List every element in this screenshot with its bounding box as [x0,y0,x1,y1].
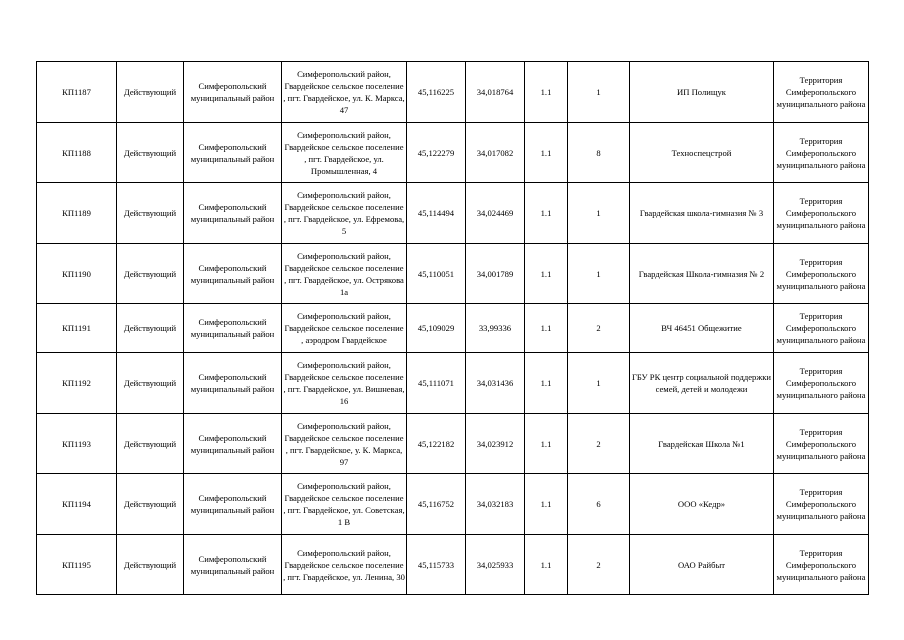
municipality-cell: Симферопольский муниципальный район [184,62,282,123]
table-row [37,353,869,414]
volume-cell: 1.1 [525,414,568,474]
count-cell: 2 [568,414,630,474]
status-cell: Действующий [117,244,184,304]
longitude-cell: 34,018764 [466,62,525,123]
address-cell: Симферопольский район, Гвардейское сельское поселение , пгт. Гвардейское, ул. Промышленная, 4 [282,123,407,183]
longitude-cell: 34,024469 [466,183,525,244]
address-cell: Симферопольский район, Гвардейское сельское поселение , аэродром Гвардейское [282,304,407,353]
count-cell: 1 [568,353,630,414]
table-row [37,183,869,244]
municipality-cell: Симферопольский муниципальный район [184,414,282,474]
address-cell: Симферопольский район, Гвардейское сельское поселение , пгт. Гвардейское, ул. Вишневая, 16 [282,353,407,414]
owner-cell: Техноспецстрой [630,123,774,183]
latitude-cell: 45,122182 [407,414,466,474]
table-row [37,123,869,183]
count-cell: 1 [568,183,630,244]
longitude-cell: 34,023912 [466,414,525,474]
table-row [37,62,869,123]
count-cell: 6 [568,474,630,535]
count-cell: 1 [568,244,630,304]
territory-cell: Территория Симферопольского муниципального района [774,304,869,353]
status-cell: Действующий [117,304,184,353]
count-cell: 1 [568,62,630,123]
owner-cell: ОАО Райбыт [630,535,774,595]
volume-cell: 1.1 [525,304,568,353]
status-cell: Действующий [117,474,184,535]
latitude-cell: 45,115733 [407,535,466,595]
table-row [37,474,869,535]
volume-cell: 1.1 [525,353,568,414]
municipality-cell: Симферопольский муниципальный район [184,244,282,304]
point-id-cell: КП1191 [37,304,117,353]
count-cell: 8 [568,123,630,183]
owner-cell: ООО «Кедр» [630,474,774,535]
point-id-cell: КП1193 [37,414,117,474]
owner-cell: ГБУ РК центр социальной поддержки семей, детей и молодежи [630,353,774,414]
point-id-cell: КП1190 [37,244,117,304]
municipality-cell: Симферопольский муниципальный район [184,474,282,535]
territory-cell: Территория Симферопольского муниципального района [774,62,869,123]
volume-cell: 1.1 [525,244,568,304]
latitude-cell: 45,122279 [407,123,466,183]
longitude-cell: 33,99336 [466,304,525,353]
point-id-cell: КП1187 [37,62,117,123]
address-cell: Симферопольский район, Гвардейское сельское поселение , пгт. Гвардейское, ул. Ефремова, 5 [282,183,407,244]
longitude-cell: 34,031436 [466,353,525,414]
status-cell: Действующий [117,183,184,244]
volume-cell: 1.1 [525,535,568,595]
point-id-cell: КП1189 [37,183,117,244]
volume-cell: 1.1 [525,183,568,244]
point-id-cell: КП1194 [37,474,117,535]
municipality-cell: Симферопольский муниципальный район [184,535,282,595]
owner-cell: Гвардейская школа-гимназия № 3 [630,183,774,244]
table-row [37,244,869,304]
address-cell: Симферопольский район, Гвардейское сельское поселение , пгт. Гвардейское, ул. К. Маркса, 47 [282,62,407,123]
latitude-cell: 45,114494 [407,183,466,244]
status-cell: Действующий [117,62,184,123]
owner-cell: Гвардейская Школа №1 [630,414,774,474]
territory-cell: Территория Симферопольского муниципального района [774,353,869,414]
registry-table [36,61,869,595]
table-row [37,414,869,474]
volume-cell: 1.1 [525,474,568,535]
latitude-cell: 45,116225 [407,62,466,123]
municipality-cell: Симферопольский муниципальный район [184,123,282,183]
territory-cell: Территория Симферопольского муниципального района [774,535,869,595]
address-cell: Симферопольский район, Гвардейское сельское поселение , пгт. Гвардейское, ул. Ленина, 30 [282,535,407,595]
address-cell: Симферопольский район, Гвардейское сельское поселение , пгт. Гвардейское, ул. Острякова 1а [282,244,407,304]
address-cell: Симферопольский район, Гвардейское сельское поселение , пгт. Гвардейское, у. К. Маркса, 97 [282,414,407,474]
territory-cell: Территория Симферопольского муниципального района [774,183,869,244]
latitude-cell: 45,116752 [407,474,466,535]
owner-cell: ВЧ 46451 Общежитие [630,304,774,353]
territory-cell: Территория Симферопольского муниципального района [774,474,869,535]
longitude-cell: 34,017082 [466,123,525,183]
volume-cell: 1.1 [525,123,568,183]
point-id-cell: КП1188 [37,123,117,183]
status-cell: Действующий [117,535,184,595]
territory-cell: Территория Симферопольского муниципального района [774,414,869,474]
status-cell: Действующий [117,414,184,474]
point-id-cell: КП1195 [37,535,117,595]
latitude-cell: 45,109029 [407,304,466,353]
longitude-cell: 34,001789 [466,244,525,304]
address-cell: Симферопольский район, Гвардейское сельское поселение , пгт. Гвардейское, ул. Советская, 1 В [282,474,407,535]
municipality-cell: Симферопольский муниципальный район [184,183,282,244]
territory-cell: Территория Симферопольского муниципального района [774,244,869,304]
longitude-cell: 34,032183 [466,474,525,535]
longitude-cell: 34,025933 [466,535,525,595]
latitude-cell: 45,111071 [407,353,466,414]
status-cell: Действующий [117,353,184,414]
count-cell: 2 [568,535,630,595]
point-id-cell: КП1192 [37,353,117,414]
count-cell: 2 [568,304,630,353]
municipality-cell: Симферопольский муниципальный район [184,353,282,414]
volume-cell: 1.1 [525,62,568,123]
owner-cell: ИП Полищук [630,62,774,123]
owner-cell: Гвардейская Школа-гимназия № 2 [630,244,774,304]
status-cell: Действующий [117,123,184,183]
table-row [37,535,869,595]
municipality-cell: Симферопольский муниципальный район [184,304,282,353]
table-row [37,304,869,353]
latitude-cell: 45,110051 [407,244,466,304]
territory-cell: Территория Симферопольского муниципального района [774,123,869,183]
